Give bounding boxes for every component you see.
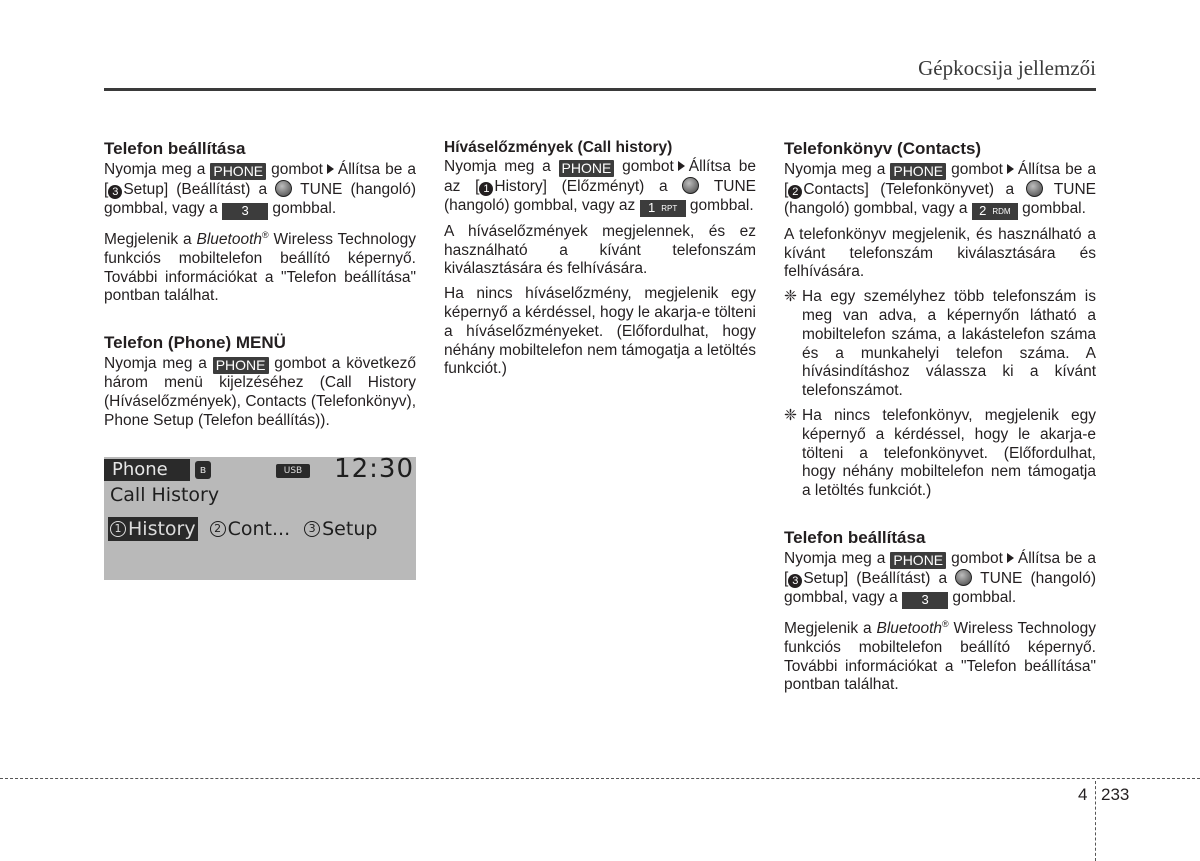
text: Ha egy személyhez több telefonszám is meg van adva, a képernyőn látható a mobiltelefon száma, a lakástelefon száma és a munkahelyi telefon száma. A hívásindításhoz válassza ki a kívánt telefonszámot. xyxy=(802,288,1096,400)
phone-button-icon: PHONE xyxy=(890,163,946,180)
tune-knob-icon xyxy=(1026,180,1043,197)
phone-button-icon: PHONE xyxy=(210,163,266,180)
text: TUNE xyxy=(300,181,343,198)
text: ® xyxy=(942,618,949,629)
usb-icon: USB xyxy=(276,464,310,478)
screen-menu-item-setup xyxy=(302,517,379,541)
text: RDM xyxy=(992,206,1011,216)
paragraph-contacts-shown: A telefonkönyv megjelenik, és használható a kívánt telefonszám kiválasztására és felhívására. xyxy=(784,225,1096,281)
text: Állítsa be az [ xyxy=(444,158,756,195)
text: (hangoló) gombbal, vagy a xyxy=(104,181,417,217)
text: History] (Előzményt) a xyxy=(494,178,668,195)
text: Nyomja meg a xyxy=(104,355,207,373)
screen-title: Phone xyxy=(104,459,190,481)
circled-number-icon: 2 xyxy=(210,521,226,537)
text: Setup] (Beállítást) a xyxy=(803,569,948,587)
paragraph-phone-setup-2 xyxy=(784,550,1096,609)
text: Wireless Technology funkciós mobiltelefon beállító képernyő. További információkat a "Telefon beállítása" pontban találhat. xyxy=(104,230,416,305)
section-title-call-history: Híváselőzmények (Call history) xyxy=(444,139,673,156)
screen-clock: 12:30 xyxy=(334,454,414,484)
note-item xyxy=(784,288,1096,401)
paragraph-call-history xyxy=(444,158,756,217)
footer-vertical-rule xyxy=(1095,781,1096,861)
screen-subtitle: Call History xyxy=(110,484,220,506)
arrow-right-icon xyxy=(1007,553,1014,563)
section-title-phone-setup-2: Telefon beállítása xyxy=(784,527,926,547)
text: Setup] (Beállítást) a xyxy=(123,181,268,198)
circled-1-icon: 1 xyxy=(479,182,493,196)
asterisk-note-icon: ❈ xyxy=(784,288,797,306)
circled-number-icon: 3 xyxy=(304,521,320,537)
text: Cont... xyxy=(227,518,291,540)
text: (hangoló) gombbal, vagy a xyxy=(784,199,968,217)
arrow-right-icon xyxy=(678,161,685,171)
footer-dashed-rule xyxy=(0,778,1200,779)
phone-display-screen xyxy=(104,454,416,580)
section-title-phone-menu: Telefon (Phone) MENÜ xyxy=(104,333,286,353)
paragraph-call-history-empty: Ha nincs híváselőzmény, megjelenik egy képernyő a kérdéssel, hogy le akarja-e tölteni a híváselőzményeket. (Előfordulhat, hogy néhány mobiltelefon nem támogatja a letöltés funkciót.) xyxy=(444,285,756,378)
text: gombbal. xyxy=(272,199,337,217)
tune-knob-icon xyxy=(682,177,699,194)
page-header-title: Gépkocsija jellemzői xyxy=(918,56,1096,80)
section-title-contacts: Telefonkönyv (Contacts) xyxy=(784,139,982,158)
text: Ha nincs telefonkönyv, megjelenik egy képernyő a kérdéssel, hogy le akarja-e tölteni a telefonkönyvet. (Előfordulhat, hogy néhány mobiltelefon nem támogatja a letöltés funkciót.) xyxy=(802,406,1096,500)
section-title-phone-setup: Telefon beállítása xyxy=(104,139,246,158)
text: Megjelenik a xyxy=(784,619,872,637)
text: gombbal. xyxy=(1022,199,1086,217)
tune-knob-icon xyxy=(275,180,292,197)
arrow-right-icon xyxy=(1007,164,1014,174)
text: History xyxy=(128,518,196,540)
text: Bluetooth xyxy=(876,619,942,637)
tune-knob-icon xyxy=(955,569,972,586)
circled-2-icon: 2 xyxy=(788,185,802,199)
text: gombbal. xyxy=(952,588,1017,606)
text: RPT xyxy=(661,203,678,213)
note-item xyxy=(784,407,1096,501)
key-2-rdm-icon xyxy=(972,203,1018,220)
header-rule xyxy=(104,88,1096,91)
circled-3-icon: 3 xyxy=(108,185,122,199)
paragraph-bluetooth xyxy=(104,226,416,306)
paragraph-phone-setup xyxy=(104,161,416,220)
screen-menu-item-history xyxy=(108,517,198,541)
phone-button-icon: PHONE xyxy=(213,357,269,374)
text: TUNE xyxy=(713,178,757,195)
column-middle xyxy=(444,138,756,385)
text: Állítsa be a [ xyxy=(784,161,1096,198)
text: gombot xyxy=(951,549,1003,567)
text: gombot xyxy=(271,161,323,178)
text: ® xyxy=(262,229,269,240)
text: TUNE xyxy=(1053,181,1096,198)
text: Nyomja meg a xyxy=(784,549,886,567)
column-right xyxy=(784,138,1096,701)
bluetooth-icon: ʙ xyxy=(195,461,211,479)
page-number: 233 xyxy=(1101,785,1130,804)
key-3-icon: 3 xyxy=(902,592,948,609)
text: gombot xyxy=(622,158,674,175)
paragraph-bluetooth-2 xyxy=(784,615,1096,695)
text: Nyomja meg a xyxy=(104,161,206,178)
screen-menu xyxy=(108,517,389,541)
text: gombot a következő három menü kijelzéséhez (Call History (Híváselőzmények), Contacts (Telefonkönyv), Phone Setup (Telefon beállítás)). xyxy=(104,355,416,429)
phone-button-icon: PHONE xyxy=(559,160,615,177)
text: (hangoló) gombbal, vagy az xyxy=(444,196,636,214)
key-3-icon: 3 xyxy=(222,203,268,220)
text: 2 xyxy=(979,202,987,218)
text: Setup xyxy=(322,518,378,540)
asterisk-note-icon: ❈ xyxy=(784,406,797,424)
paragraph-call-history-shown: A híváselőzmények megjelennek, és ez használható a kívánt telefonszám kiválasztására és felhívására. xyxy=(444,222,756,278)
arrow-right-icon xyxy=(327,164,334,174)
circled-3-icon: 3 xyxy=(788,574,802,588)
column-left xyxy=(104,138,416,437)
chapter-number: 4 xyxy=(1078,785,1088,804)
text: Wireless Technology funkciós mobiltelefon beállító képernyő. További információkat a "Telefon beállítása" pontban találhat. xyxy=(784,619,1096,694)
circled-number-icon: 1 xyxy=(110,521,126,537)
phone-button-icon: PHONE xyxy=(890,552,946,569)
paragraph-phone-menu xyxy=(104,355,416,430)
text: Bluetooth xyxy=(196,230,262,248)
text: Contacts] (Telefonkönyvet) a xyxy=(803,181,1015,198)
text: Nyomja meg a xyxy=(444,158,551,175)
text: Megjelenik a xyxy=(104,230,192,248)
text: Állítsa be a [ xyxy=(784,549,1096,587)
text: 1 xyxy=(647,199,656,215)
text: TUNE xyxy=(980,569,1023,587)
text: (hangoló) gombbal, vagy a xyxy=(784,569,1097,606)
screen-menu-item-contacts xyxy=(208,517,293,541)
text: Állítsa be a [ xyxy=(104,161,416,198)
text: gombbal. xyxy=(689,196,754,214)
key-1-rpt-icon xyxy=(640,200,686,217)
text: gombot xyxy=(951,161,1003,178)
text: Nyomja meg a xyxy=(784,161,886,178)
paragraph-contacts xyxy=(784,161,1096,220)
